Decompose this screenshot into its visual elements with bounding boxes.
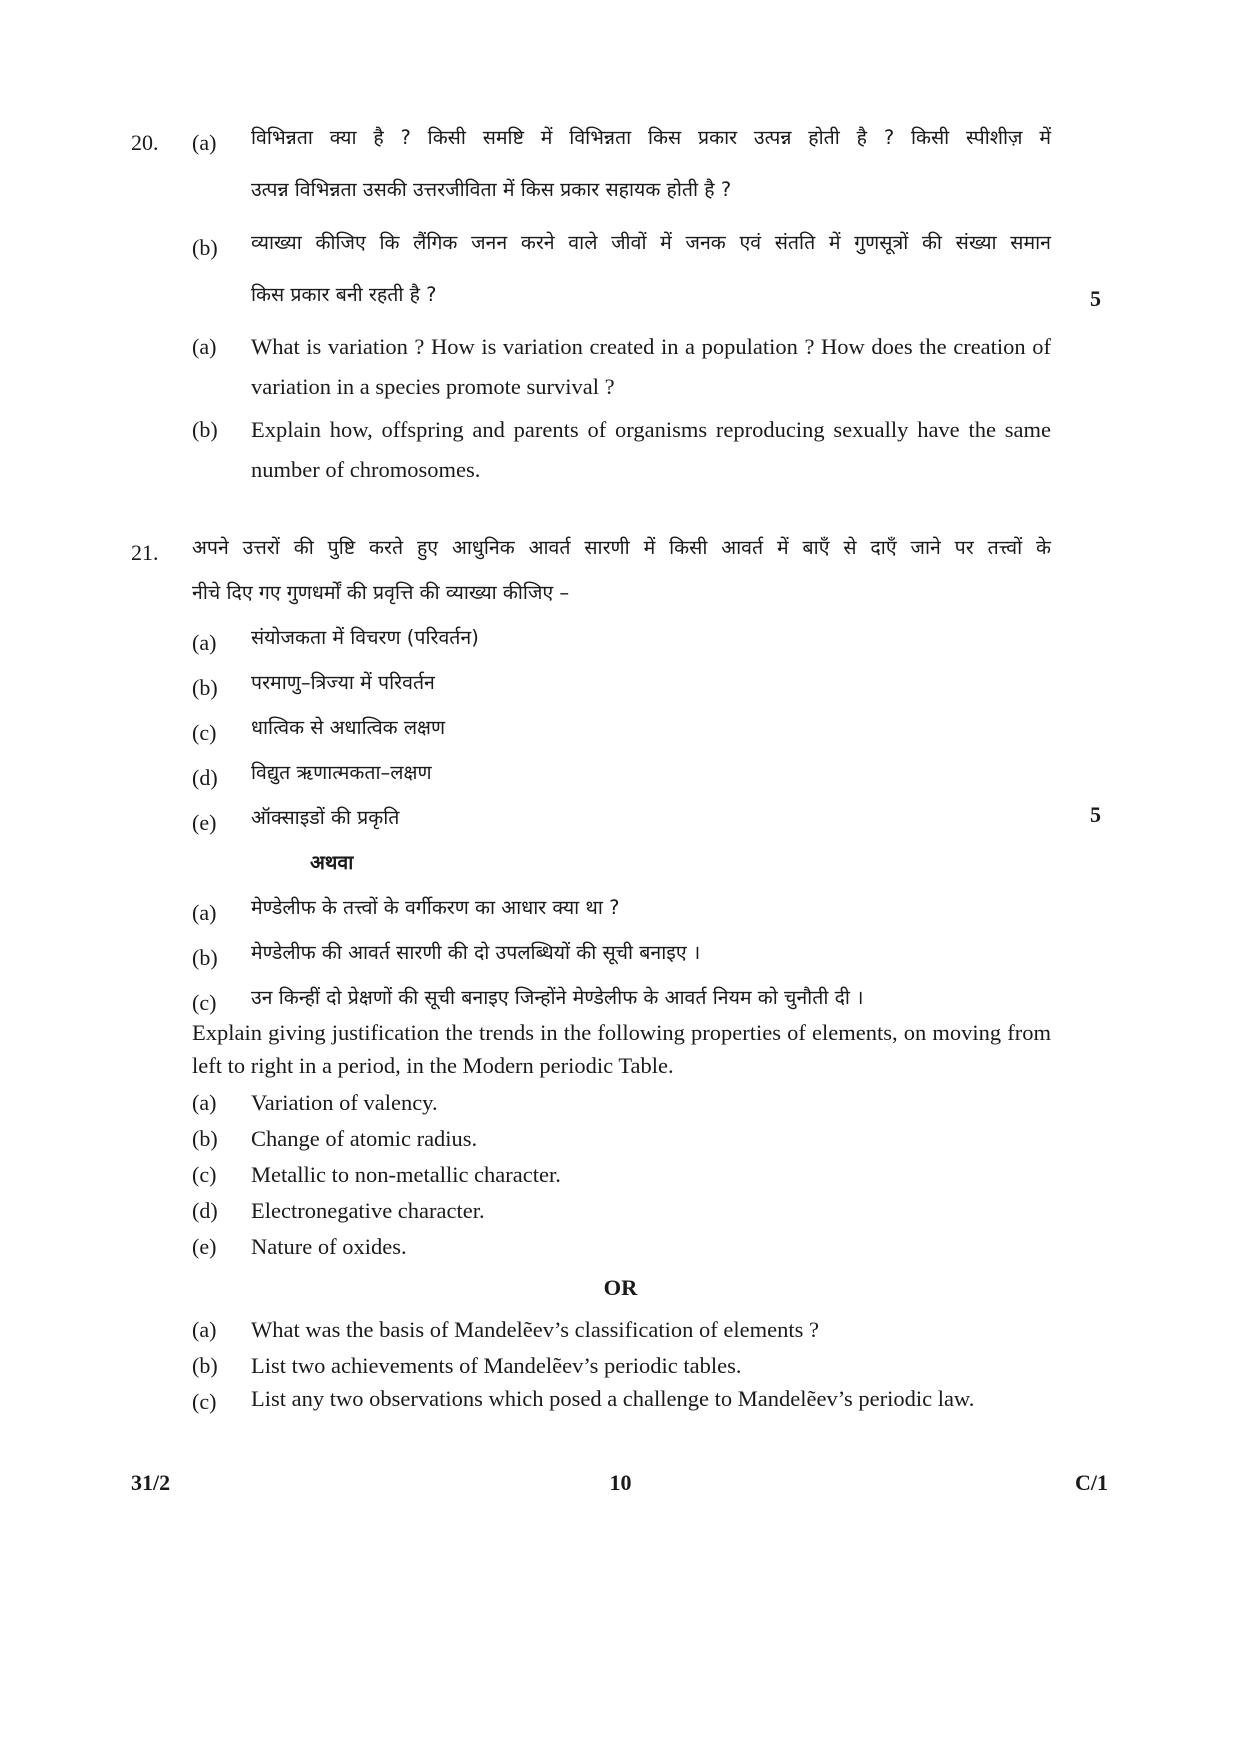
q21-hindi-or: अथवा [310, 851, 354, 874]
q21-hindi-item-label: (e) [192, 810, 217, 835]
footer-page-number: 10 [609, 1470, 632, 1495]
q20-hindi-b-line1: व्याख्या कीजिए कि लैंगिक जनन करने वाले जीवों में जनक एवं संतति में गुणसूत्रों की संख्या समान [251, 231, 1051, 254]
footer-paper-code: 31/2 [131, 1470, 171, 1495]
q21-english-intro: Explain giving justification the trends in the following properties of elements, on moving from left to right in a period, in the Modern periodic Table. [192, 1020, 1051, 1078]
q21-english-item-label: (b) [192, 1126, 218, 1151]
q20-marks: 5 [1090, 286, 1101, 311]
question-20-number: 20. [131, 130, 159, 155]
q21-hindi-item-text: विद्युत ऋणात्मकता–लक्षण [251, 761, 432, 784]
question-21-number: 21. [131, 540, 159, 565]
q21-english-or-item-label: (b) [192, 1353, 218, 1378]
q20-hindi-a-line1: विभिन्नता क्या है ? किसी समष्टि में विभिन्नता किस प्रकार उत्पन्न होती है ? किसी स्पीशीज़ में [251, 126, 1051, 149]
q20-english-b-label: (b) [192, 417, 218, 442]
q21-hindi-or-item-text: उन किन्हीं दो प्रेक्षणों की सूची बनाइए जिन्होंने मेण्डेलीफ के आवर्त नियम को चुनौती दी । [251, 986, 864, 1009]
q21-english-item-label: (a) [192, 1090, 217, 1115]
q20-hindi-a-line2: उत्पन्न विभिन्नता उसकी उत्तरजीविता में किस प्रकार सहायक होती है ? [251, 178, 732, 201]
q21-english-or-item-text: List any two observations which posed a challenge to Mandelẽev’s periodic law. [251, 1386, 975, 1411]
q21-hindi-or-item-label: (c) [192, 990, 217, 1015]
q21-hindi-item-text: परमाणु–त्रिज्या में परिवर्तन [251, 671, 435, 694]
q21-english-or-item-label: (c) [192, 1389, 217, 1414]
q21-english-item-text: Nature of oxides. [251, 1234, 407, 1259]
q20-english-a-label: (a) [192, 334, 217, 359]
q20-hindi-b-label: (b) [192, 235, 218, 260]
q21-english-or: OR [603, 1275, 638, 1300]
q21-hindi-or-item-label: (a) [192, 900, 217, 925]
q21-hindi-intro-line2: नीचे दिए गए गुणधर्मों की प्रवृत्ति की व्याख्या कीजिए – [192, 581, 570, 604]
q21-hindi-item-text: ऑक्साइडों की प्रकृति [251, 806, 400, 829]
q21-english-item-text: Electronegative character. [251, 1198, 485, 1223]
q20-english-a-text: What is variation ? How is variation created in a population ? How does the creation of variation in a species promote survival ? [251, 334, 1051, 399]
q21-english-or-item-label: (a) [192, 1317, 217, 1342]
q21-hindi-or-item-text: मेण्डेलीफ की आवर्त सारणी की दो उपलब्धियों की सूची बनाइए । [251, 941, 701, 964]
q20-english-b-text: Explain how, offspring and parents of organisms reproducing sexually have the same number of chromosomes. [251, 417, 1051, 482]
q21-english-item-label: (d) [192, 1198, 218, 1223]
q21-english-or-item-text: What was the basis of Mandelẽev’s classification of elements ? [251, 1317, 819, 1342]
q21-hindi-item-text: संयोजकता में विचरण (परिवर्तन) [251, 626, 479, 649]
q21-hindi-item-label: (b) [192, 675, 218, 700]
q21-english-item-label: (c) [192, 1162, 217, 1187]
q21-hindi-item-label: (a) [192, 630, 217, 655]
q20-hindi-b-line2: किस प्रकार बनी रहती है ? [251, 283, 437, 306]
q21-hindi-item-label: (d) [192, 765, 218, 790]
q20-hindi-a-label: (a) [192, 130, 217, 155]
q21-hindi-or-item-text: मेण्डेलीफ के तत्त्वों के वर्गीकरण का आधार क्या था ? [251, 896, 620, 919]
q21-english-item-text: Change of atomic radius. [251, 1126, 478, 1151]
q21-hindi-or-item-label: (b) [192, 945, 218, 970]
q21-english-item-text: Variation of valency. [251, 1090, 438, 1115]
q21-hindi-item-label: (c) [192, 720, 217, 745]
footer-set-code: C/1 [1075, 1470, 1108, 1495]
q21-english-or-item-text: List two achievements of Mandelẽev’s periodic tables. [251, 1353, 742, 1378]
q21-marks: 5 [1090, 802, 1101, 827]
q21-english-item-text: Metallic to non-metallic character. [251, 1162, 561, 1187]
q21-english-item-label: (e) [192, 1234, 217, 1259]
q21-hindi-intro-line1: अपने उत्तरों की पुष्टि करते हुए आधुनिक आवर्त सारणी में किसी आवर्त में बाएँ से दाएँ जाने पर तत्त्वों के [192, 536, 1051, 559]
q21-hindi-item-text: धात्विक से अधात्विक लक्षण [251, 716, 446, 739]
